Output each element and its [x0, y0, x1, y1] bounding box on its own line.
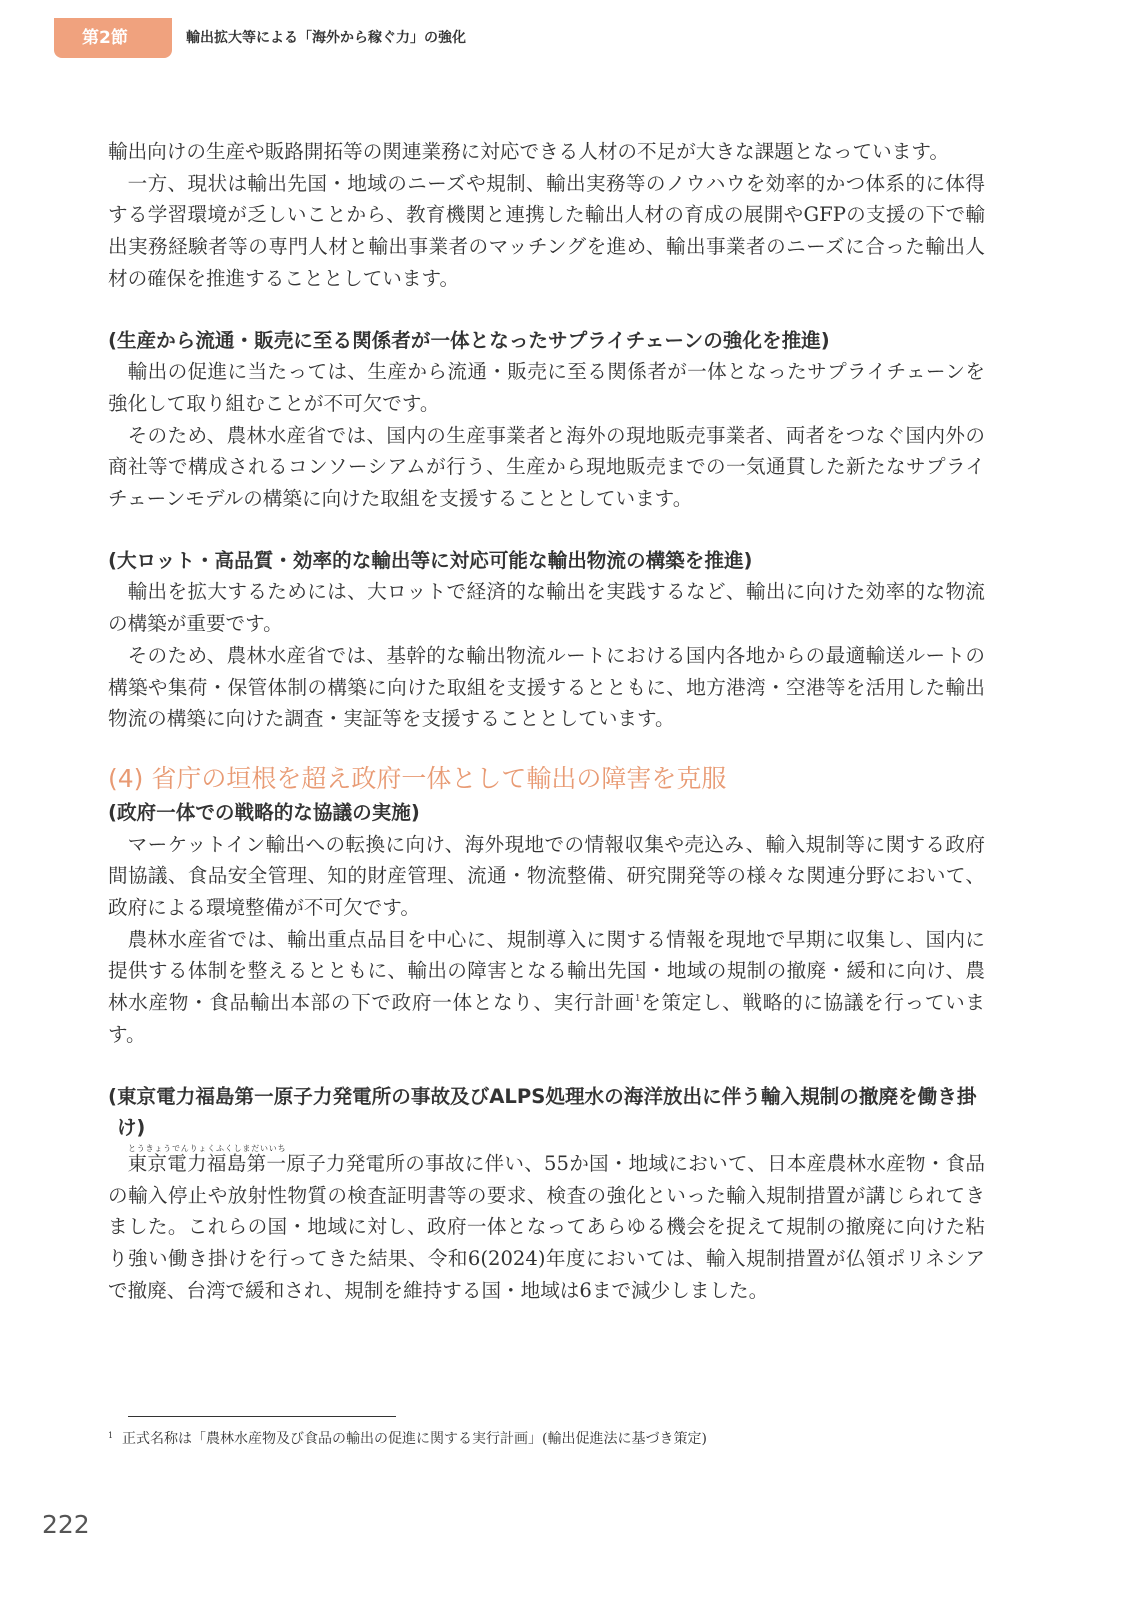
paragraph: 輸出向けの生産や販路開拓等の関連業務に対応できる人材の不足が大きな課題となっています。: [108, 140, 949, 163]
subsection-heading-supply-chain: (生産から流通・販売に至る関係者が一体となったサプライチェーンの強化を推進): [108, 328, 830, 352]
paragraph: 一方、現状は輸出先国・地域のニーズや規制、輸出実務等のノウハウを効率的かつ体系的に体得する学習環境が乏しいことから、教育機関と連携した輸出人材の育成の展開やGFPの支援の下で輸出実務経験者等の専門人材と輸出事業者のマッチングを進め、輸出事業者のニーズに合った輸出人材の確保を推進することとしています。: [108, 171, 985, 290]
paragraph: [108, 924, 985, 1051]
page-number: 222: [42, 1510, 90, 1539]
running-header-title: 輸出拡大等による「海外から稼ぐ力」の強化: [186, 30, 466, 46]
subsection-heading-logistics: (大ロット・高品質・効率的な輸出等に対応可能な輸出物流の構築を推進): [108, 548, 753, 572]
paragraph-text: 農林水産省では、輸出重点品目を中心に、規制導入に関する情報を現地で早期に収集し、国内に提供する体制を整えるとともに、輸出の障害となる輸出先国・地域の規制の撤廃・緩和に向け、農林水産物・食品輸出本部の下で政府一体となり、実行計画: [108, 927, 985, 1015]
main-content: [108, 136, 985, 1307]
paragraph: マーケットイン輸出への転換に向け、海外現地での情報収集や売込み、輸入規制等に関する政府間協議、食品安全管理、知的財産管理、流通・物流整備、研究開発等の様々な関連分野において、政府による環境整備が不可欠です。: [108, 832, 985, 920]
paragraph: そのため、農林水産省では、国内の生産事業者と海外の現地販売事業者、両者をつなぐ国内外の商社等で構成されるコンソーシアムが行う、生産から現地販売までの一気通貫した新たなサプライチェーンモデルの構築に向けた取組を支援することとしています。: [108, 423, 985, 511]
subsection-heading-tepco: (東京電力福島第一原子力発電所の事故及びALPS処理水の海洋放出に伴う輸入規制の撤廃を働き掛け): [108, 1084, 977, 1140]
ruby-term: [127, 1143, 287, 1175]
paragraph: そのため、農林水産省では、基幹的な輸出物流ルートにおける国内各地からの最適輸送ルートの構築や集荷・保管体制の構築に向けた取組を支援するとともに、地方港湾・空港等を活用した輸出物流の構築に向けた調査・実証等を支援することとしています。: [108, 643, 985, 731]
paragraph: 輸出の促進に当たっては、生産から流通・販売に至る関係者が一体となったサプライチェーンを強化して取り組むことが不可欠です。: [108, 360, 985, 415]
paragraph-text: を策定し、戦略的に協議を行っています。: [108, 991, 986, 1046]
paragraph: [108, 1144, 985, 1307]
subsection-heading-negotiation: (政府一体での戦略的な協議の実施): [108, 800, 420, 824]
footnote-text: 正式名称は「農林水産物及び食品の輸出の促進に関する実行計画」(輸出促進法に基づき策定): [122, 1431, 707, 1447]
footnote-reference[interactable]: 1: [634, 994, 641, 1005]
section-heading-4: (4) 省庁の垣根を超え政府一体として輸出の障害を克服: [108, 763, 727, 793]
footnote-divider: [128, 1416, 396, 1417]
paragraph-text: 原子力発電所の事故に伴い、55か国・地域において、日本産農林水産物・食品の輸入停止や放射性物質の検査証明書等の要求、検査の強化といった輸入規制措置が講じられてきました。これらの国・地域に対し、政府一体となってあらゆる機会を捉えて規制の撤廃に向けた粘り強い働き掛けを行ってきた結果、令和6(2024)年度においては、輸入規制措置が仏領ポリネシアで撤廃、台湾で緩和され、規制を維持する国・地域は6まで減少しました。: [108, 1151, 985, 1302]
footnote-marker: 1: [108, 1431, 114, 1440]
ruby-base: 東京電力福島第一: [127, 1151, 287, 1175]
section-label-tab: 第2節: [54, 18, 172, 58]
ruby-reading: とうきょうでんりょくふくしまだいいち: [127, 1143, 286, 1153]
footnote: [108, 1428, 707, 1450]
paragraph: 輸出を拡大するためには、大ロットで経済的な輸出を実践するなど、輸出に向けた効率的な物流の構築が重要です。: [108, 580, 985, 636]
